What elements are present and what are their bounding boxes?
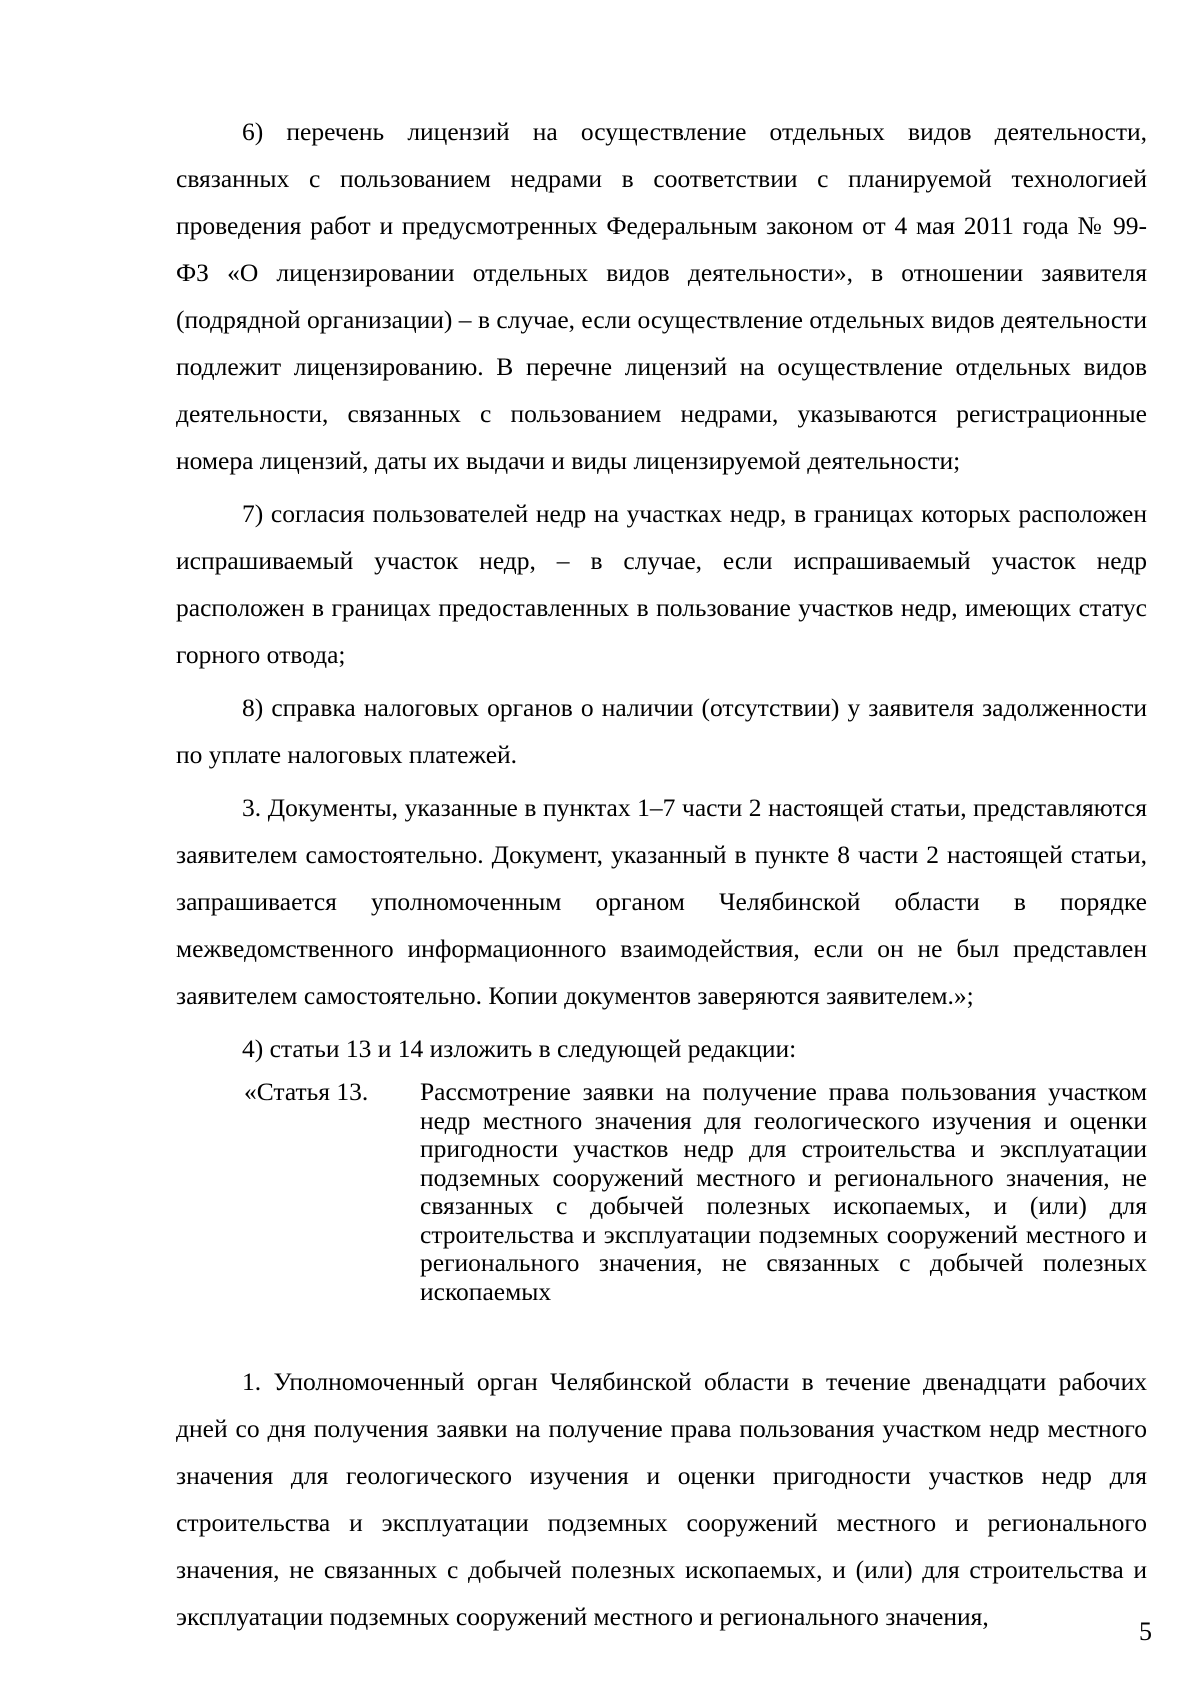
clause-3: 3. Документы, указанные в пунктах 1–7 части 2 настоящей статьи, представляются заявителем самостоятельно. Документ, указанный в пункте 8 части 2 настоящей статьи, запрашивается уполномоченным органом Челябинской области в порядке межведомственного информационного взаимодействия, если он не был представлен заявителем самостоятельно. Копии документов заверяются заявителем.»; <box>176 793 1147 1010</box>
article-clause-1: 1. Уполномоченный орган Челябинской области в течение двенадцати рабочих дней со дня получения заявки на получение права пользования участком недр местного значения для геологического изучения и оценки пригодности участков недр для строительства и эксплуатации подземных сооружений местного и регионального значения, не связанных с добычей полезных ископаемых, и (или) для строительства и эксплуатации подземных сооружений местного и регионального значения, <box>176 1367 1147 1631</box>
article-title: Рассмотрение заявки на получение права пользования участком недр местного значения для геологического изучения и оценки пригодности участков недр для строительства и эксплуатации подземных сооружений местного и регионального значения, не связанных с добычей полезных ископаемых, и (или) для строительства и эксплуатации подземных сооружений местного и регионального значения, не связанных с добычей полезных ископаемых <box>420 1077 1147 1306</box>
amendment-item-4: 4) статьи 13 и 14 изложить в следующей редакции: <box>242 1034 797 1063</box>
article-number: «Статья 13. <box>244 1077 369 1106</box>
list-item-6: 6) перечень лицензий на осуществление отдельных видов деятельности, связанных с пользованием недрами в соответствии с планируемой технологией проведения работ и предусмотренных Федеральным законом от 4 мая 2011 года № 99-ФЗ «О лицензировании отдельных видов деятельности», в отношении заявителя (подрядной организации) – в случае, если осуществление отдельных видов деятельности подлежит лицензированию. В перечне лицензий на осуществление отдельных видов деятельности, связанных с пользованием недрами, указываются регистрационные номера лицензий, даты их выдачи и виды лицензируемой деятельности; <box>176 117 1147 475</box>
list-item-7: 7) согласия пользователей недр на участках недр, в границах которых расположен испрашиваемый участок недр, – в случае, если испрашиваемый участок недр расположен в границах предоставленных в пользование участков недр, имеющих статус горного отвода; <box>176 499 1147 669</box>
article-heading <box>176 1078 1147 1306</box>
page-number: 5 <box>1139 1617 1152 1646</box>
document-body <box>176 108 1147 1640</box>
list-item-8: 8) справка налоговых органов о наличии (отсутствии) у заявителя задолженности по уплате налоговых платежей. <box>176 693 1147 769</box>
